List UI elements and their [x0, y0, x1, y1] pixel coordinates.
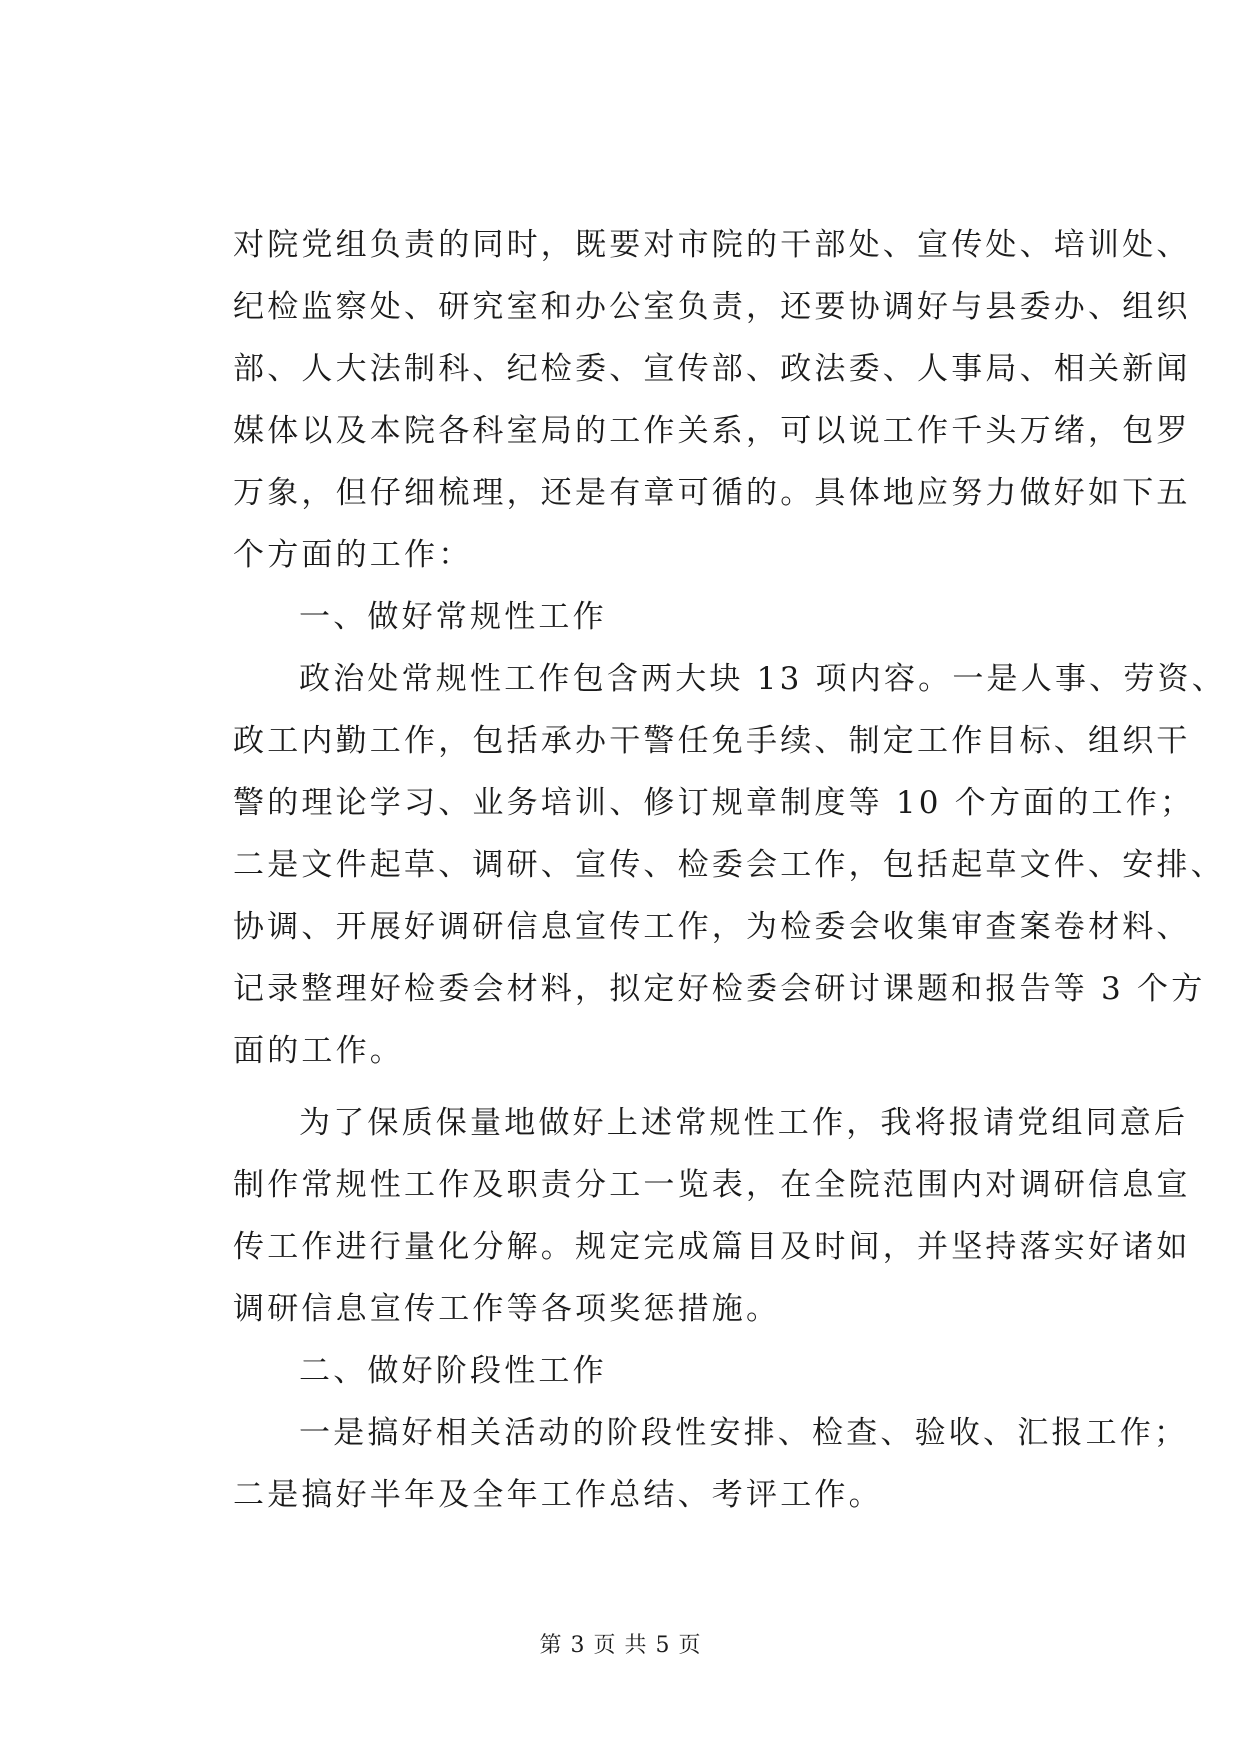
text-line: 个方面的工作：	[233, 537, 473, 573]
text-line: 调研信息宣传工作等各项奖惩措施。	[233, 1291, 781, 1327]
text-line: 协调、开展好调研信息宣传工作，为检委会收集审查案卷材料、	[233, 909, 1191, 945]
text-line: 警的理论学习、业务培训、修订规章制度等 10 个方面的工作；	[233, 785, 1195, 821]
text-line: 面的工作。	[233, 1033, 404, 1069]
text-line: 制作常规性工作及职责分工一览表，在全院范围内对调研信息宣	[233, 1167, 1191, 1203]
section-heading: 二、做好阶段性工作	[299, 1353, 607, 1389]
paragraph-start: 为了保质保量地做好上述常规性工作，我将报请党组同意后	[299, 1105, 1189, 1141]
page-number-footer: 第 3 页 共 5 页	[539, 1633, 702, 1658]
text-line: 二是文件起草、调研、宣传、检委会工作，包括起草文件、安排、	[233, 847, 1225, 883]
text-line: 媒体以及本院各科室局的工作关系，可以说工作千头万绪，包罗	[233, 413, 1191, 449]
text-line: 对院党组负责的同时，既要对市院的干部处、宣传处、培训处、	[233, 227, 1191, 263]
paragraph-start: 一是搞好相关活动的阶段性安排、检查、验收、汇报工作；	[299, 1415, 1189, 1451]
paragraph-start: 政治处常规性工作包含两大块 13 项内容。一是人事、劳资、	[299, 661, 1226, 697]
text-line: 传工作进行量化分解。规定完成篇目及时间，并坚持落实好诸如	[233, 1229, 1191, 1265]
text-line: 部、人大法制科、纪检委、宣传部、政法委、人事局、相关新闻	[233, 351, 1191, 387]
text-line: 二是搞好半年及全年工作总结、考评工作。	[233, 1477, 883, 1513]
text-line: 政工内勤工作，包括承办干警任免手续、制定工作目标、组织干	[233, 723, 1191, 759]
section-heading: 一、做好常规性工作	[299, 599, 607, 635]
text-line: 纪检监察处、研究室和办公室负责，还要协调好与县委办、组织	[233, 289, 1191, 325]
text-line: 万象，但仔细梳理，还是有章可循的。具体地应努力做好如下五	[233, 475, 1191, 511]
text-line: 记录整理好检委会材料，拟定好检委会研讨课题和报告等 3 个方	[233, 971, 1206, 1007]
